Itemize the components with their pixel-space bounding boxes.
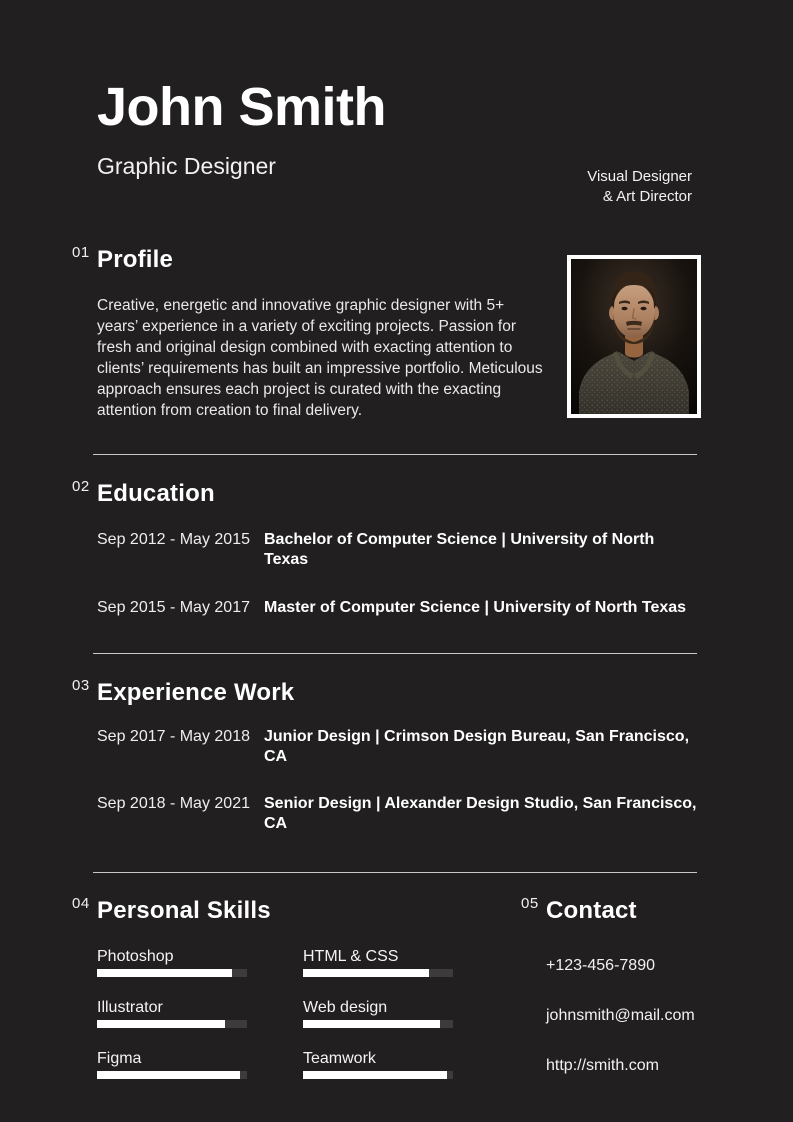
skill-bar	[303, 969, 453, 977]
skill-bar	[97, 1020, 247, 1028]
skill-name: Illustrator	[97, 999, 163, 1016]
skill-item	[97, 1049, 247, 1079]
section-number-05: 05	[521, 895, 539, 912]
experience-title: Experience Work	[97, 679, 295, 706]
education-period: Sep 2012 - May 2015	[97, 531, 250, 548]
portrait-photo	[567, 255, 701, 418]
experience-rows	[97, 727, 697, 834]
contact-phone: +123-456-7890	[546, 957, 655, 974]
skill-name: HTML & CSS	[303, 948, 399, 965]
skill-bar	[97, 969, 247, 977]
contact-website: http://smith.com	[546, 1057, 659, 1074]
skill-bar-fill	[97, 1071, 240, 1079]
skill-bar-fill	[303, 1020, 440, 1028]
skills-grid	[97, 947, 453, 1079]
section-number-01: 01	[72, 244, 90, 261]
person-name: John Smith	[97, 77, 386, 137]
experience-row	[97, 794, 697, 834]
profile-title: Profile	[97, 246, 174, 273]
contact-heading	[521, 895, 695, 926]
section-experience	[72, 677, 697, 834]
job-title: Graphic Designer	[97, 153, 276, 179]
skills-title: Personal Skills	[97, 897, 271, 924]
skill-name: Photoshop	[97, 948, 174, 965]
experience-period: Sep 2017 - May 2018	[97, 728, 250, 745]
skill-bar-fill	[97, 969, 232, 977]
contact-list	[546, 956, 695, 1076]
tagline	[587, 167, 692, 207]
skills-heading	[72, 895, 453, 926]
experience-period: Sep 2018 - May 2021	[97, 795, 250, 812]
section-number-02: 02	[72, 478, 90, 495]
divider-3	[93, 872, 697, 873]
section-skills	[72, 895, 453, 1079]
skill-item	[303, 947, 453, 977]
tagline-line-1: Visual Designer	[587, 168, 692, 185]
skill-name: Web design	[303, 999, 388, 1016]
skill-bar	[97, 1071, 247, 1079]
skill-item	[97, 947, 247, 977]
section-number-03: 03	[72, 677, 90, 694]
experience-row	[97, 727, 697, 767]
skill-bar-fill	[303, 969, 429, 977]
portrait-illustration	[571, 259, 697, 414]
section-contact	[521, 895, 695, 1079]
divider-1	[93, 454, 697, 455]
tagline-line-2: & Art Director	[602, 188, 692, 205]
education-degree: Master of Computer Science | University of North Texas	[264, 599, 687, 616]
skills-column-right	[303, 947, 453, 1079]
contact-title: Contact	[546, 897, 637, 924]
contact-email: johnsmith@mail.com	[546, 1007, 695, 1024]
section-education	[72, 478, 697, 618]
section-number-04: 04	[72, 895, 90, 912]
skill-bar-fill	[97, 1020, 225, 1028]
education-degree: Bachelor of Computer Science | University of North Texas	[264, 531, 655, 568]
skill-name: Teamwork	[303, 1050, 376, 1067]
education-row	[97, 530, 697, 570]
skills-column-left	[97, 947, 247, 1079]
skill-item	[97, 998, 247, 1028]
education-period: Sep 2015 - May 2017	[97, 599, 250, 616]
education-row	[97, 598, 697, 618]
skill-item	[303, 1049, 453, 1079]
bottom-section	[72, 895, 697, 1079]
experience-heading	[72, 677, 697, 708]
education-heading	[72, 478, 697, 509]
skill-bar	[303, 1020, 453, 1028]
skill-bar-fill	[303, 1071, 447, 1079]
experience-role: Junior Design | Crimson Design Bureau, San Francisco, CA	[264, 728, 690, 765]
profile-paragraph: Creative, energetic and innovative graphic designer with 5+ years’ experience in a variety of exciting projects. Passion for fresh and original design combined with exacting attention to clients’ requirements has built an impressive portfolio. Meticulous approach ensures each project is curated with the exacting attention from creation to final delivery.	[97, 297, 543, 419]
skill-bar	[303, 1071, 453, 1079]
skill-name: Figma	[97, 1050, 142, 1067]
divider-2	[93, 653, 697, 654]
experience-role: Senior Design | Alexander Design Studio, San Francisco, CA	[264, 795, 697, 832]
education-rows	[97, 530, 697, 618]
skill-item	[303, 998, 453, 1028]
education-title: Education	[97, 480, 215, 507]
